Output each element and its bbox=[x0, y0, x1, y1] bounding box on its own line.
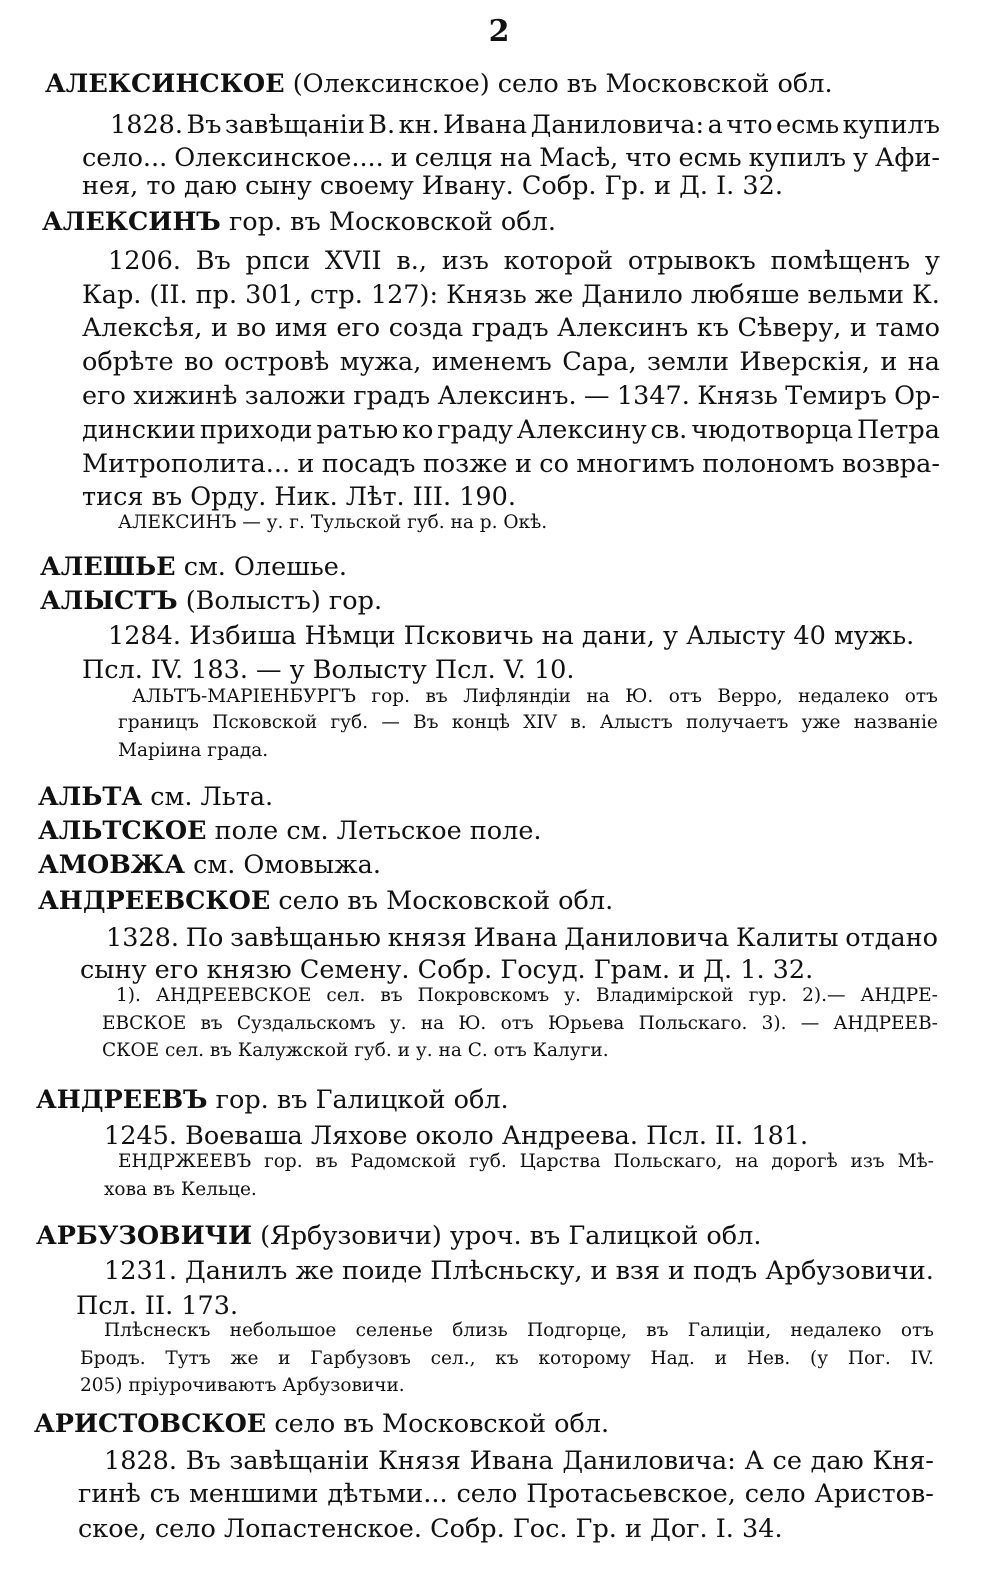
word: Ивана bbox=[473, 923, 558, 953]
word: Кня- bbox=[872, 1446, 934, 1476]
word: К. bbox=[912, 280, 940, 310]
word: Князь bbox=[446, 280, 527, 310]
word: Алексину bbox=[516, 415, 647, 445]
word: Князя bbox=[378, 1446, 461, 1476]
word: концѣ bbox=[451, 712, 510, 733]
word: Афи- bbox=[875, 143, 940, 173]
word: стр. bbox=[309, 280, 363, 310]
entry-heading bbox=[45, 69, 833, 99]
word: гор. bbox=[371, 686, 410, 707]
entry-heading bbox=[36, 1085, 509, 1115]
word: изъ bbox=[441, 246, 489, 276]
word: XVII bbox=[324, 246, 382, 276]
word: Ивана bbox=[443, 110, 528, 140]
word: Данило bbox=[581, 280, 683, 310]
word: завѣщаніи bbox=[224, 110, 365, 140]
word: Даниловича: bbox=[562, 1446, 736, 1476]
entry-title: АНДРЕЕВСКОЕ bbox=[38, 886, 271, 916]
entry-description: поле см. Летьское поле. bbox=[214, 816, 542, 846]
word: сел. bbox=[326, 985, 366, 1006]
word: Мѣ- bbox=[897, 1151, 934, 1172]
word: 1828. bbox=[110, 110, 184, 140]
word: Гарбузовъ bbox=[310, 1348, 411, 1369]
entry-text-line bbox=[82, 381, 940, 411]
entry-text-line: Псл. IV. 183. — у Волысту Псл. V. 10. bbox=[82, 655, 575, 685]
word: недалеко bbox=[798, 686, 890, 707]
entry-text-line: ское, село Лопастенское. Собр. Гос. Гр. и Дог. I. 34. bbox=[78, 1514, 783, 1544]
entry-text-line bbox=[82, 449, 940, 479]
word: Даниловича bbox=[564, 923, 730, 953]
word: и bbox=[390, 143, 408, 173]
word: Алексинъ bbox=[557, 313, 689, 343]
word: 2).— bbox=[802, 985, 846, 1006]
word: и bbox=[210, 313, 228, 343]
entry-note-line bbox=[102, 1015, 938, 1034]
word: дорогѣ bbox=[771, 1151, 838, 1172]
word: его bbox=[336, 313, 381, 343]
word: Алексинъ. bbox=[437, 381, 577, 411]
word: губ. bbox=[330, 712, 369, 733]
word: Князь bbox=[697, 381, 778, 411]
word: Тутъ bbox=[165, 1348, 211, 1369]
entry-title: АЛЬТА bbox=[38, 782, 143, 812]
word: на bbox=[735, 1151, 759, 1172]
word: купилъ bbox=[748, 143, 846, 173]
word: Пог. bbox=[847, 1348, 891, 1369]
word: Алексѣя, bbox=[82, 313, 203, 343]
word: ЕНДРЖЕЕВЪ bbox=[118, 1151, 252, 1172]
word: созда bbox=[388, 313, 464, 343]
entry-note-line bbox=[104, 1322, 934, 1341]
word: приходи bbox=[199, 415, 313, 445]
word: Юрьева bbox=[547, 1013, 625, 1034]
word: небольшое bbox=[229, 1320, 337, 1341]
word: Верро, bbox=[717, 686, 783, 707]
entry-description: см. Льта. bbox=[150, 782, 274, 812]
entry-text-line: сыну его князю Семену. Собр. Госуд. Грам. и Д. 1. 32. bbox=[80, 955, 814, 985]
word: есмь bbox=[678, 143, 742, 173]
word: Галиціи, bbox=[687, 1320, 772, 1341]
word: ко bbox=[402, 415, 434, 445]
word: и bbox=[514, 449, 532, 479]
word: въ bbox=[200, 1013, 223, 1034]
entry-note-line: 205) пріурочиваютъ Арбузовичи. bbox=[80, 1375, 405, 1396]
word: Ивана bbox=[469, 1446, 554, 1476]
word: пр. bbox=[195, 280, 238, 310]
word: селця bbox=[414, 143, 493, 173]
entry-title: АНДРЕЕВЪ bbox=[36, 1085, 208, 1115]
word: въ bbox=[380, 985, 403, 1006]
word: же bbox=[534, 280, 574, 310]
word: любяше bbox=[690, 280, 800, 310]
word: Темиръ bbox=[785, 381, 887, 411]
word: Плѣснескъ bbox=[104, 1320, 211, 1341]
word: мужа, bbox=[339, 347, 422, 377]
word: отъ bbox=[900, 1320, 934, 1341]
entry-text-line bbox=[110, 110, 940, 140]
word: Сѣверу, bbox=[737, 313, 842, 343]
word: губ. bbox=[469, 1151, 507, 1172]
entry-heading bbox=[38, 816, 542, 846]
word: гор. bbox=[264, 1151, 303, 1172]
word: 301, bbox=[245, 280, 302, 310]
entry-description: гор. въ Галицкой обл. bbox=[215, 1085, 509, 1115]
entry-text-line bbox=[104, 1446, 934, 1476]
entry-title: АЛЕКСИНСКОЕ bbox=[45, 69, 285, 99]
word: АНДРЕЕВ- bbox=[833, 1013, 938, 1034]
entry-description: (Волыстъ) гор. bbox=[185, 586, 383, 616]
word: сел., bbox=[430, 1348, 476, 1369]
word: 1828. bbox=[104, 1446, 178, 1476]
entry-description: см. Олешье. bbox=[183, 552, 347, 582]
word: взя bbox=[615, 1256, 660, 1286]
word: Аристов- bbox=[814, 1479, 934, 1509]
word: съ bbox=[149, 1479, 181, 1509]
word: Польскаго. bbox=[638, 1013, 748, 1034]
word: Плѣсньску, bbox=[430, 1256, 583, 1286]
entry-note-line: Маріина града. bbox=[118, 740, 269, 761]
entry-description: (Ярбузовичи) уроч. въ Галицкой обл. bbox=[260, 1221, 762, 1251]
word: у. bbox=[389, 1013, 407, 1034]
word: селенье bbox=[355, 1320, 433, 1341]
word: у bbox=[853, 143, 869, 173]
word: и bbox=[667, 1256, 685, 1286]
word: — bbox=[800, 1013, 820, 1034]
word: чюдотворца bbox=[691, 415, 854, 445]
entry-note-line: АЛЕКСИНЪ — у. г. Тульской губ. на р. Окѣ. bbox=[118, 512, 548, 533]
word: во bbox=[236, 313, 267, 343]
entry-text-line bbox=[82, 313, 940, 343]
entry-title: АМОВЖА bbox=[38, 850, 185, 880]
entry-note-line: СКОЕ сел. въ Калужской губ. и у. на С. отъ Калуги. bbox=[102, 1040, 609, 1061]
word: къ bbox=[696, 313, 729, 343]
word: АЛЬТЪ-МАРІЕНБУРГЪ bbox=[132, 686, 356, 707]
entry-description: (Олексинское) село въ Московской обл. bbox=[292, 69, 833, 99]
word: Въ bbox=[413, 712, 439, 733]
word: получаетъ bbox=[686, 712, 789, 733]
word: село bbox=[744, 1479, 806, 1509]
word: Подгорце, bbox=[526, 1320, 627, 1341]
entry-note-line bbox=[118, 714, 938, 733]
word: село bbox=[456, 1479, 518, 1509]
word: — bbox=[381, 712, 400, 733]
word: Бродъ. bbox=[80, 1348, 146, 1369]
entry-text-line: 1245. Воеваша Ляхове около Андреева. Псл. II. 181. bbox=[104, 1121, 809, 1151]
word: подъ bbox=[693, 1256, 758, 1286]
word: же bbox=[230, 1348, 259, 1369]
word: Въ bbox=[185, 1446, 221, 1476]
word: что bbox=[726, 110, 773, 140]
word: полономъ bbox=[702, 449, 835, 479]
word: земли bbox=[646, 347, 729, 377]
entry-text-line bbox=[106, 923, 938, 953]
word: отрывокъ bbox=[627, 246, 756, 276]
word: Петра bbox=[856, 415, 940, 445]
entry-note-line bbox=[116, 987, 938, 1006]
word: и bbox=[590, 1256, 608, 1286]
word: 127): bbox=[370, 280, 439, 310]
word: Масѣ, bbox=[539, 143, 619, 173]
word: градъ bbox=[471, 313, 549, 343]
word: границъ bbox=[118, 712, 199, 733]
word: Алыстъ bbox=[599, 712, 673, 733]
word: вельми bbox=[807, 280, 904, 310]
word: со bbox=[539, 449, 569, 479]
word: Лифляндіи bbox=[463, 686, 571, 707]
word: Покровскомъ bbox=[417, 985, 550, 1006]
entry-title: АЛЕШЬЕ bbox=[40, 552, 176, 582]
word: Суздальскомъ bbox=[236, 1013, 376, 1034]
word: ратью bbox=[316, 415, 399, 445]
entry-text-line bbox=[82, 280, 940, 310]
word: Въ bbox=[195, 246, 231, 276]
word: По bbox=[185, 923, 224, 953]
word: 3). bbox=[761, 1013, 787, 1034]
entry-heading bbox=[40, 586, 383, 616]
word: и bbox=[278, 1348, 291, 1369]
word: Ю. bbox=[625, 686, 654, 707]
word: (II. bbox=[149, 280, 188, 310]
entry-text-line bbox=[78, 1479, 934, 1509]
word: св. bbox=[650, 415, 688, 445]
word: отъ bbox=[668, 686, 702, 707]
word: что bbox=[625, 143, 672, 173]
entry-heading bbox=[42, 207, 556, 237]
word: се bbox=[772, 1446, 802, 1476]
word: и bbox=[297, 449, 315, 479]
entry-note-line bbox=[132, 688, 938, 707]
word: Владимірской bbox=[596, 985, 734, 1006]
entry-heading bbox=[34, 1409, 610, 1439]
entry-text-line bbox=[82, 143, 940, 173]
entry-text-line: 1284. Избиша Нѣмци Псковичь на дани, у Алысту 40 мужь. bbox=[108, 621, 915, 651]
word: уже bbox=[801, 712, 841, 733]
word: В. bbox=[368, 110, 396, 140]
word: къ bbox=[495, 1348, 519, 1369]
word: Псковской bbox=[212, 712, 318, 733]
entry-heading bbox=[38, 850, 381, 880]
word: Над. bbox=[650, 1348, 695, 1369]
word: Олексинское.... bbox=[174, 143, 384, 173]
entry-description: см. Омовыжа. bbox=[193, 850, 381, 880]
word: динскии bbox=[82, 415, 196, 445]
word: 1231. bbox=[104, 1256, 178, 1286]
entry-heading bbox=[36, 1221, 762, 1251]
word: близь bbox=[452, 1320, 508, 1341]
word: Нев. bbox=[746, 1348, 791, 1369]
word: изъ bbox=[850, 1151, 885, 1172]
word: же bbox=[295, 1256, 334, 1286]
word: Арбузовичи. bbox=[765, 1256, 934, 1286]
word: въ bbox=[646, 1320, 669, 1341]
word: Протасьевское, bbox=[526, 1479, 736, 1509]
entry-text-line bbox=[104, 1256, 934, 1286]
word: и bbox=[714, 1348, 728, 1369]
word: заложи bbox=[244, 381, 346, 411]
word: купилъ bbox=[842, 110, 940, 140]
word: возвра- bbox=[841, 449, 940, 479]
word: отъ bbox=[500, 1013, 534, 1034]
word: на bbox=[420, 1013, 445, 1034]
word: гинѣ bbox=[78, 1479, 141, 1509]
word: названіе bbox=[853, 712, 938, 733]
word: гур. bbox=[748, 985, 788, 1006]
word: которому bbox=[538, 1348, 631, 1369]
word: 1206. bbox=[108, 246, 182, 276]
word: XIV bbox=[523, 712, 558, 733]
word: Митрополита... bbox=[82, 449, 291, 479]
word: и bbox=[849, 313, 867, 343]
entry-heading bbox=[40, 552, 347, 582]
entry-title: АЛЕКСИНЪ bbox=[42, 207, 221, 237]
page-number: 2 bbox=[488, 14, 510, 49]
word: А bbox=[744, 1446, 764, 1476]
word: обрѣте bbox=[82, 347, 174, 377]
word: 1347. bbox=[616, 381, 690, 411]
word: АНДРЕЕВСКОЕ bbox=[155, 985, 312, 1006]
entry-note-line bbox=[80, 1350, 934, 1369]
word: кн. bbox=[398, 110, 440, 140]
word: которой bbox=[503, 246, 614, 276]
word: отдано bbox=[845, 923, 938, 953]
word: у. bbox=[564, 985, 581, 1006]
entry-text-line: нея, то даю сыну своему Ивану. Собр. Гр. и Д. I. 32. bbox=[82, 171, 783, 201]
word: завѣщанью bbox=[230, 923, 381, 953]
word: хижинѣ bbox=[133, 381, 238, 411]
word: 1328. bbox=[106, 923, 180, 953]
word: в., bbox=[396, 246, 427, 276]
entry-text-line: Псл. II. 173. bbox=[76, 1291, 239, 1321]
word: недалеко bbox=[790, 1320, 882, 1341]
entry-text-line: тися въ Орду. Ник. Лѣт. III. 190. bbox=[82, 482, 516, 512]
word: Калиты bbox=[735, 923, 839, 953]
word: въ bbox=[315, 1151, 338, 1172]
entry-note-line: хова въ Кельце. bbox=[104, 1179, 257, 1200]
word: Даниловича: bbox=[530, 110, 705, 140]
entry-description: село въ Московской обл. bbox=[274, 1409, 610, 1439]
entry-description: гор. въ Московской обл. bbox=[228, 207, 556, 237]
word: имя bbox=[274, 313, 328, 343]
word: именемъ bbox=[431, 347, 552, 377]
word: Польскаго, bbox=[613, 1151, 723, 1172]
word: Въ bbox=[186, 110, 222, 140]
word: в. bbox=[570, 712, 587, 733]
entry-title: АЛЬТСКОЕ bbox=[38, 816, 207, 846]
word: — bbox=[584, 381, 610, 411]
word: позже bbox=[422, 449, 508, 479]
word: островѣ bbox=[224, 347, 330, 377]
word: граду bbox=[437, 415, 513, 445]
word: князя bbox=[387, 923, 467, 953]
word: въ bbox=[425, 686, 448, 707]
word: а bbox=[707, 110, 723, 140]
word: его bbox=[82, 381, 126, 411]
entry-note-line bbox=[118, 1153, 934, 1172]
word: Ор- bbox=[894, 381, 940, 411]
word: Радомской bbox=[350, 1151, 457, 1172]
word: есмь bbox=[776, 110, 840, 140]
word: посадъ bbox=[321, 449, 416, 479]
word: помѣщенъ bbox=[770, 246, 911, 276]
entry-text-line bbox=[108, 246, 940, 276]
word: АНДРЕ- bbox=[860, 985, 938, 1006]
word: тамо bbox=[875, 313, 940, 343]
word: во bbox=[184, 347, 214, 377]
word: Данилъ bbox=[185, 1256, 288, 1286]
word: село... bbox=[82, 143, 168, 173]
word: Ю. bbox=[458, 1013, 487, 1034]
entry-heading bbox=[38, 886, 614, 916]
entry-text-line bbox=[82, 415, 940, 445]
word: у bbox=[924, 246, 940, 276]
word: 1). bbox=[116, 985, 141, 1006]
word: рпси bbox=[245, 246, 311, 276]
word: завѣщаніи bbox=[229, 1446, 370, 1476]
word: Иверскія, bbox=[739, 347, 870, 377]
word: (у bbox=[810, 1348, 829, 1369]
word: многимъ bbox=[576, 449, 695, 479]
word: на bbox=[907, 347, 940, 377]
word: меншими bbox=[189, 1479, 319, 1509]
entry-title: АРБУЗОВИЧИ bbox=[36, 1221, 253, 1251]
word: Царства bbox=[519, 1151, 601, 1172]
word: и bbox=[880, 347, 898, 377]
word: поиде bbox=[342, 1256, 423, 1286]
entry-title: АЛЫСТЪ bbox=[40, 586, 178, 616]
entry-title: АРИСТОВСКОЕ bbox=[34, 1409, 267, 1439]
word: на bbox=[586, 686, 610, 707]
word: Сара, bbox=[562, 347, 637, 377]
word: на bbox=[499, 143, 533, 173]
entry-text-line bbox=[82, 347, 940, 377]
word: IV. bbox=[910, 1348, 934, 1369]
entry-description: село въ Московской обл. bbox=[278, 886, 614, 916]
word: даю bbox=[810, 1446, 864, 1476]
word: Кар. bbox=[82, 280, 142, 310]
entry-heading bbox=[38, 782, 274, 812]
word: дѣтьми... bbox=[327, 1479, 448, 1509]
word: отъ bbox=[904, 686, 938, 707]
word: ЕВСКОЕ bbox=[102, 1013, 187, 1034]
word: градъ bbox=[353, 381, 431, 411]
